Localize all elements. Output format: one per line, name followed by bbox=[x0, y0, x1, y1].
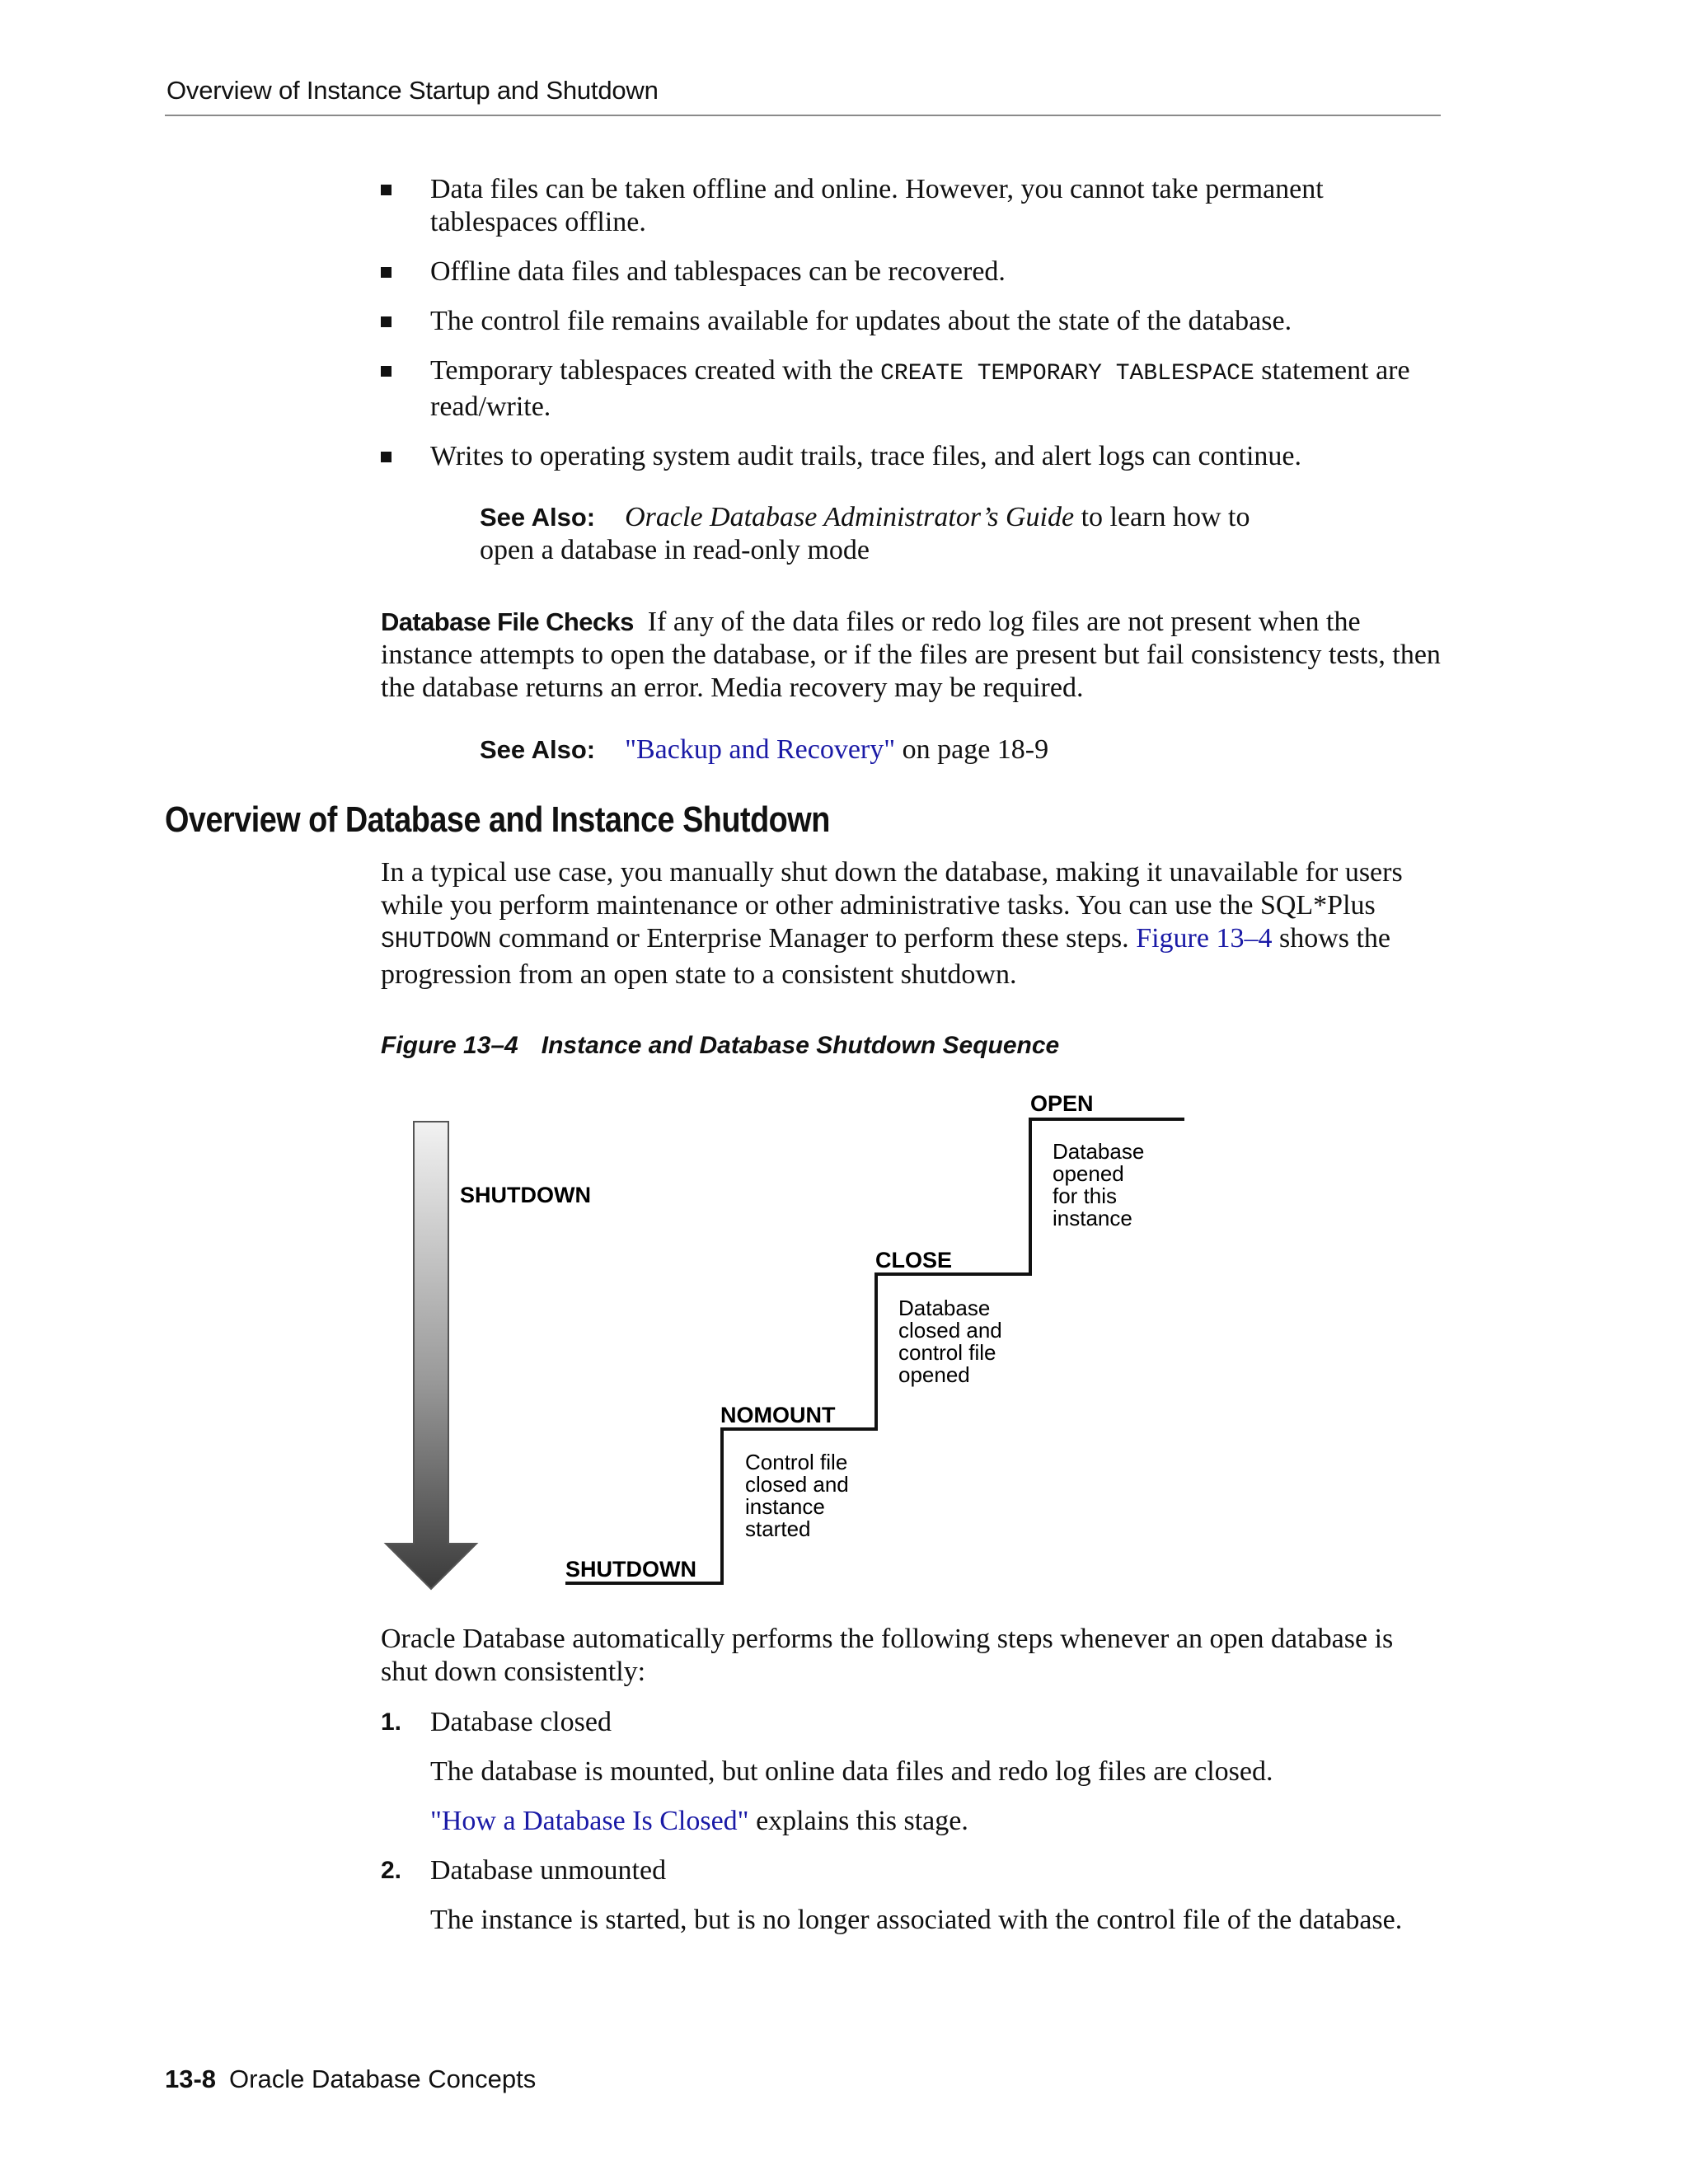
bullet-text-post: statement are read/write. bbox=[430, 355, 1410, 422]
open-desc-line: instance bbox=[1053, 1206, 1132, 1230]
step-description: The instance is started, but is no longer associated with the control file of the database. bbox=[430, 1905, 1403, 1935]
page-number: 13-8 bbox=[165, 2064, 217, 2093]
see-also-book-title: Oracle Database Administrator’s Guide bbox=[625, 502, 1075, 532]
close-desc-line: Database bbox=[898, 1296, 991, 1320]
page-footer bbox=[165, 2064, 536, 2094]
step-label-open: OPEN bbox=[1030, 1091, 1094, 1116]
after-figure-paragraph: Oracle Database automatically performs the following steps whenever an open database is shut down consistently: bbox=[381, 1624, 1394, 1687]
close-desc-line: opened bbox=[898, 1362, 970, 1387]
step-label-nomount: NOMOUNT bbox=[720, 1403, 836, 1427]
section-heading: Overview of Database and Instance Shutdown bbox=[165, 799, 830, 840]
figure-title: Instance and Database Shutdown Sequence bbox=[541, 1032, 1060, 1059]
step-link-paragraph bbox=[381, 1805, 1444, 1838]
intro-text-post: shows the progression from an open state to a consistent shutdown. bbox=[381, 923, 1391, 990]
book-title: Oracle Database Concepts bbox=[229, 2064, 537, 2093]
how-database-closed-link[interactable]: "How a Database Is Closed" bbox=[430, 1806, 749, 1836]
step-link-post: explains this stage. bbox=[748, 1806, 968, 1836]
nomount-desc-line: instance bbox=[745, 1494, 825, 1519]
close-desc-line: closed and bbox=[898, 1318, 1002, 1343]
see-also-text: on page 18-9 bbox=[895, 734, 1049, 765]
code-shutdown: SHUTDOWN bbox=[381, 929, 492, 954]
bullet-text: Writes to operating system audit trails, trace files, and alert logs can continue. bbox=[430, 441, 1302, 471]
step-label-shutdown: SHUTDOWN bbox=[565, 1557, 696, 1582]
file-checks-text: If any of the data files or redo log files are not present when the instance attempts to open the database, or if the files are present but fail consistency tests, then the database returns an error. Media recovery may be required. bbox=[381, 607, 1441, 703]
nomount-desc-line: Control file bbox=[745, 1450, 848, 1474]
step-number: 1. bbox=[381, 1708, 402, 1736]
see-also-label: See Also: bbox=[480, 503, 596, 532]
see-also-label: See Also: bbox=[480, 735, 596, 764]
step-description: The database is mounted, but online data files and redo log files are closed. bbox=[430, 1756, 1273, 1787]
step-title: Database closed bbox=[430, 1707, 612, 1737]
step-label-close: CLOSE bbox=[875, 1248, 953, 1272]
figure-number: Figure 13–4 bbox=[381, 1032, 518, 1059]
step-number: 2. bbox=[381, 1857, 402, 1884]
running-header: Overview of Instance Startup and Shutdown bbox=[166, 76, 659, 105]
step-item bbox=[381, 1854, 1444, 1887]
bullet-text: Offline data files and tablespaces can be recovered. bbox=[430, 256, 1006, 287]
figure-13-4-link[interactable]: Figure 13–4 bbox=[1136, 923, 1273, 954]
runin-heading: Database File Checks bbox=[381, 607, 634, 636]
open-desc-line: for this bbox=[1053, 1183, 1118, 1208]
intro-text-pre: In a typical use case, you manually shut down the database, making it unavailable for users while you perform maintenance or other administrative tasks. You can use the SQL*Plus bbox=[381, 857, 1403, 921]
step-title: Database unmounted bbox=[430, 1855, 667, 1886]
bullet-text: The control file remains available for updates about the state of the database. bbox=[430, 306, 1292, 336]
bullet-text-pre: Temporary tablespaces created with the bbox=[430, 355, 881, 386]
nomount-desc-line: started bbox=[745, 1516, 811, 1541]
bullet-text: Data files can be taken offline and online. However, you cannot take permanent tablespaces offline. bbox=[430, 174, 1324, 237]
backup-and-recovery-link[interactable]: "Backup and Recovery" bbox=[625, 734, 896, 765]
numbered-steps bbox=[381, 1706, 1444, 1937]
open-desc-line: opened bbox=[1053, 1161, 1124, 1186]
see-also-text: to learn how to open a database in read-only mode bbox=[480, 502, 1250, 565]
step-item bbox=[381, 1706, 1444, 1739]
open-desc-line: Database bbox=[1053, 1139, 1145, 1164]
code-create-temporary-tablespace: CREATE TEMPORARY TABLESPACE bbox=[880, 361, 1254, 387]
intro-text-mid: command or Enterprise Manager to perform these steps. bbox=[491, 923, 1137, 954]
arrow-label: SHUTDOWN bbox=[460, 1183, 591, 1207]
close-desc-line: control file bbox=[898, 1340, 996, 1365]
nomount-desc-line: closed and bbox=[745, 1472, 849, 1497]
